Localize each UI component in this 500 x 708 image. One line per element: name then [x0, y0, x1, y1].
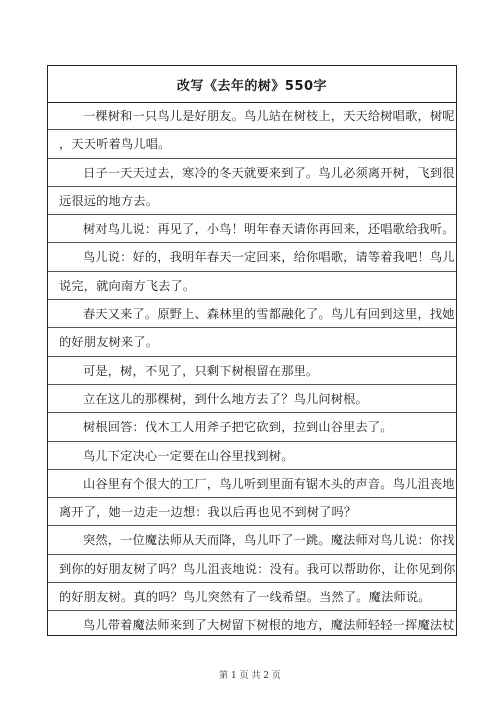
essay-lines [48, 102, 456, 640]
essay-line: 鸟儿说：好的，我明年春天一定回来，给你唱歌，请等着我吧！鸟儿 [48, 243, 456, 271]
essay-line: 到你的好朋友树了吗？鸟儿沮丧地说：没有。我可以帮助你，让你见到你 [48, 555, 456, 583]
essay-line: 的好朋友树来了。 [48, 328, 456, 356]
essay-line: 鸟儿带着魔法师来到了大树留下树根的地方，魔法师轻轻一挥魔法杖 [83, 618, 455, 633]
essay-line: 日子一天天过去，寒冷的冬天就要来到了。鸟儿必须离开树，飞到很 [48, 159, 456, 187]
essay-grid-sheet [47, 65, 457, 636]
essay-title: 改写《去年的树》550字 [48, 66, 456, 103]
essay-line: 树根回答：伐木工人用斧子把它砍到，拉到山谷里去了。 [48, 413, 456, 441]
page-number-footer: 第 1 页 共 2 页 [219, 671, 281, 681]
essay-line: 远很远的地方去。 [48, 187, 456, 215]
essay-line: 说完，就向南方飞去了。 [48, 272, 456, 300]
essay-line: 山谷里有个很大的工厂，鸟儿听到里面有锯木头的声音。鸟儿沮丧地 [48, 470, 456, 498]
essay-line: 突然，一位魔法师从天而降，鸟儿吓了一跳。魔法师对鸟儿说：你找 [48, 526, 456, 554]
essay-line: 鸟儿下定决心一定要在山谷里找到树。 [48, 442, 456, 470]
essay-line: 离开了，她一边走一边想：我以后再也见不到树了吗？ [48, 498, 456, 526]
essay-line: 可是，树，不见了，只剩下树根留在那里。 [48, 357, 456, 385]
essay-line: 树对鸟儿说：再见了，小鸟！明年春天请你再回来，还唱歌给我听。 [48, 215, 456, 243]
essay-line: ，天天听着鸟儿唱。 [48, 130, 456, 158]
essay-line: 立在这儿的那棵树，到什么地方去了？鸟儿问树根。 [48, 385, 456, 413]
essay-line: 春天又来了。原野上、森林里的雪都融化了。鸟儿有回到这里，找她 [48, 300, 456, 328]
essay-line: 一棵树和一只鸟儿是好朋友。鸟儿站在树枝上，天天给树唱歌，树呢 [48, 102, 456, 130]
essay-line: 的好朋友树。真的吗？鸟儿突然有了一线希望。当然了。魔法师说。 [48, 583, 456, 611]
